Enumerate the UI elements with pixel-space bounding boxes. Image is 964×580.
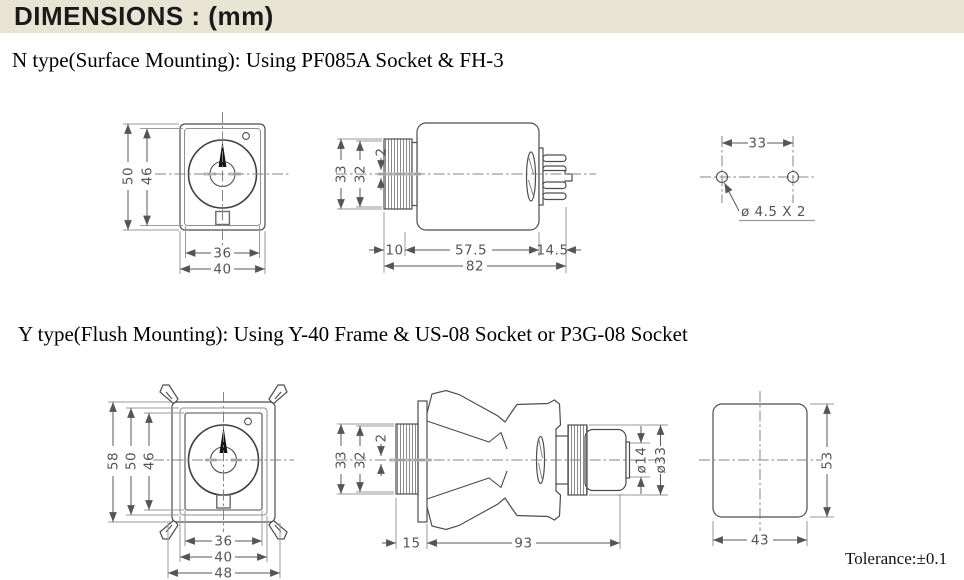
dim-label: 40 [213, 261, 232, 278]
n-type-front-view [121, 112, 291, 278]
timer-body-side [417, 123, 539, 230]
dim-label: 82 [465, 258, 485, 275]
dim-label: 14.5 [536, 242, 569, 259]
tolerance-note: Tolerance:±0.1 [845, 549, 948, 568]
y-type-side-view [334, 391, 670, 552]
dim-label: 50 [120, 166, 137, 186]
n-type-side-view [334, 123, 597, 275]
dim-label: 93 [514, 535, 533, 552]
dim-label: 46 [139, 166, 156, 186]
y-type-front-view [106, 385, 295, 580]
dim-label: 36 [214, 533, 233, 550]
dim-label: 53 [819, 451, 836, 470]
hole-spec-label: ø 4.5 X 2 [741, 204, 806, 220]
socket-pins [543, 155, 572, 200]
n-type-mounting-holes [700, 136, 816, 221]
dim-label: 40 [214, 549, 233, 566]
dim-label: 33 [333, 164, 350, 184]
n-type-heading: N type(Surface Mounting): Using PF085A Socket & FH-3 [12, 48, 504, 72]
page-title: DIMENSIONS : (mm) [14, 1, 274, 31]
dim-label: 33 [748, 135, 767, 152]
y-type-panel-cutout [699, 391, 836, 549]
dim-label: 36 [213, 245, 232, 262]
dim-label: ø14 [633, 446, 650, 474]
leader-arrow [725, 183, 740, 211]
y-type-heading: Y type(Flush Mounting): Using Y-40 Frame & US-08 Socket or P3G-08 Socket [18, 322, 688, 346]
dim-label: ø33 [653, 446, 669, 474]
dim-label: 46 [141, 451, 158, 471]
locating-boss [527, 152, 536, 201]
dim-label: 43 [750, 532, 770, 549]
dim-label: 10 [385, 242, 404, 259]
dim-label: 58 [105, 451, 122, 471]
dim-label: 48 [214, 565, 233, 580]
dim-label: 2 [373, 433, 390, 443]
dim-label: 15 [402, 535, 421, 552]
dim-label: 33 [333, 450, 350, 470]
dim-label: 2 [373, 147, 390, 157]
dim-label: 32 [352, 164, 369, 184]
dim-label: 50 [123, 451, 140, 471]
dim-label: 32 [352, 450, 369, 470]
dim-label: 57.5 [454, 242, 488, 259]
